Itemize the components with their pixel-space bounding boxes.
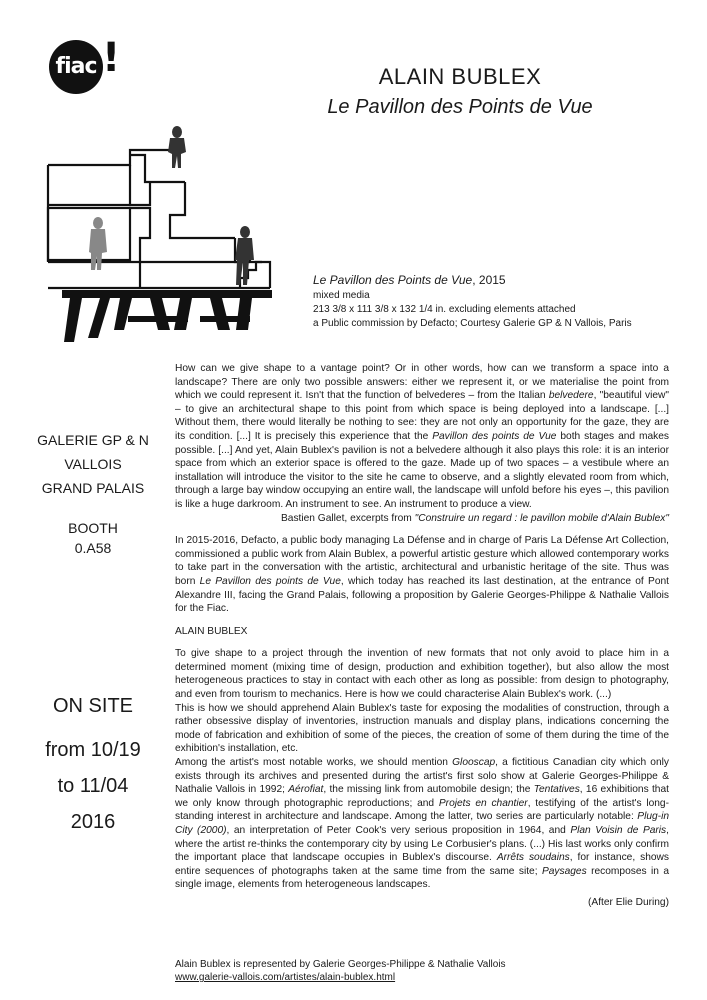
booth-number: 0.A58 [74, 540, 112, 556]
essay-paragraph: This is how we should apprehend Alain Bublex's taste for exposing the modalities of construction, through a rather obsessive display of inventories, instruction manuals and display plans, indications concerning the mode of fabrication and exhibition of some of the pieces, the creation of some of them during the time of the exhibition's installation, etc. [175, 702, 669, 755]
fiac-logo-text: fiac [55, 54, 97, 79]
artist-name: ALAIN BUBLEX [378, 64, 542, 89]
caption-medium: mixed media [313, 290, 370, 301]
footer [175, 958, 669, 984]
fiac-logo-exclamation: ! [102, 35, 121, 81]
work-title: Le Pavillon des Points de Vue [327, 96, 593, 118]
section-heading: ALAIN BUBLEX [175, 625, 248, 637]
caption-title: Le Pavillon des Points de Vue [313, 273, 473, 287]
essay-body [175, 362, 669, 910]
pavilion-illustration [40, 120, 290, 350]
essay-paragraph: How can we give shape to a vantage point? Or in other words, how can we transform a space into a landscape? There are only two possible answers: either we represent it, or we materialise the point from which we could represent it. Isn't that the function of belvederes – from the Italian belvedere, "beautiful view" – to give an architectural shape to this point from which space is being deployed into a landscape. [...] Without them, there would literally be nothing to see: they are not only an opportunity for the gaze, they are its condition. [...] It is precisely this experience that the Pavillon des points de Vue both stages and makes possible. [...] And yet, Alain Bublex's pavilion is not a belvedere although it also plays this role: it is an interior space from which an exterior space is offered to the gaze. Made up of two spaces – a vestibule where an installation will introduce the visitor to the site he came to observe, and a slightly elevated room from which, through a large bay window occupying an entire wall, the landscape will unfold before his eyes –, this pavilion is like a huge darkroom. An instrument to see. An instrument to produce a view. [175, 363, 670, 510]
essay-signature: Bastien Gallet, excerpts from "Construire un regard : le pavillon mobile d'Alain Bublex" [280, 512, 669, 524]
gallery-name-line1: GALERIE GP & N [37, 432, 149, 448]
essay-signature: (After Elie During) [588, 896, 669, 908]
booth-label: BOOTH [68, 520, 118, 536]
on-site-dates [22, 690, 164, 838]
gallery-location: GRAND PALAIS [41, 480, 145, 496]
artwork-caption [313, 272, 693, 331]
date-from: from 10/19 [45, 739, 141, 761]
caption-dimensions: 213 3/8 x 111 3/8 x 132 1/4 in. excluding elements attached [313, 304, 576, 315]
date-to: to 11/04 [57, 775, 129, 797]
date-year: 2016 [70, 811, 116, 833]
on-site-label: ON SITE [52, 695, 133, 717]
essay-paragraph: To give shape to a project through the invention of new formats that not only avoid to place him in a determined moment (mixing time of design, production and exhibition together), but also allow the most heterogeneous practices to stay in contact with each other as long as possible: from design to photography, and even from tourism to mechanics. Here is how we could characterise Alain Bublex's work. (...) [175, 648, 669, 701]
essay-paragraph: In 2015-2016, Defacto, a public body managing La Défense and in charge of Paris La Défense Art Collection, commissioned a public work from Alain Bublex, a powerful artistic gesture which allowed contemporary works to take part in the conversation with the artistic, architectural and urbanistic heritage of the site. Thus was born Le Pavillon des points de Vue, which today has reached its last destination, at the entrance of Pont Alexandre III, facing the Grand Palais, following a proposition by Galerie Georges-Philippe & Nathalie Vallois for the Fiac. [175, 535, 669, 615]
caption-credit: a Public commission by Defacto; Courtesy Galerie GP & N Vallois, Paris [313, 318, 632, 329]
caption-year: , 2015 [472, 273, 506, 287]
gallery-info [22, 430, 164, 558]
representation-note: Alain Bublex is represented by Galerie Georges-Philippe & Nathalie Vallois [175, 959, 506, 970]
gallery-name-line2: VALLOIS [64, 456, 122, 472]
essay-paragraph: Among the artist's most notable works, we should mention Glooscap, a fictitious Canadian city which only exists through its archives and presented during the artist's first solo show at Galerie Georges-Philippe & Nathalie Vallois in 1992; Aérofiat, the missing link from automobile design; the Tentatives, 16 exhibitions that we only know through photographic reproductions; and Projets en chantier, testifying of the artist's long-standing interest in architecture and landscape. Among the latter, two series are particularly notable: Plug-in City (2000), an interpretation of Peter Cook's very serious proposition in 1964, and Plan Voisin de Paris, where the artist re-thinks the contemporary city by using Le Corbusier's plans. (...) His last works only confirm the important place that landscape occupies in Bublex's discourse. Arrêts soudains, for instance, shows entire sequences of photographs taken at the same time from the same site; Paysages recomposes in a single image, elements from heterogeneous landscapes. [175, 757, 670, 891]
gallery-link[interactable]: www.galerie-vallois.com/artistes/alain-bublex.html [175, 972, 396, 983]
